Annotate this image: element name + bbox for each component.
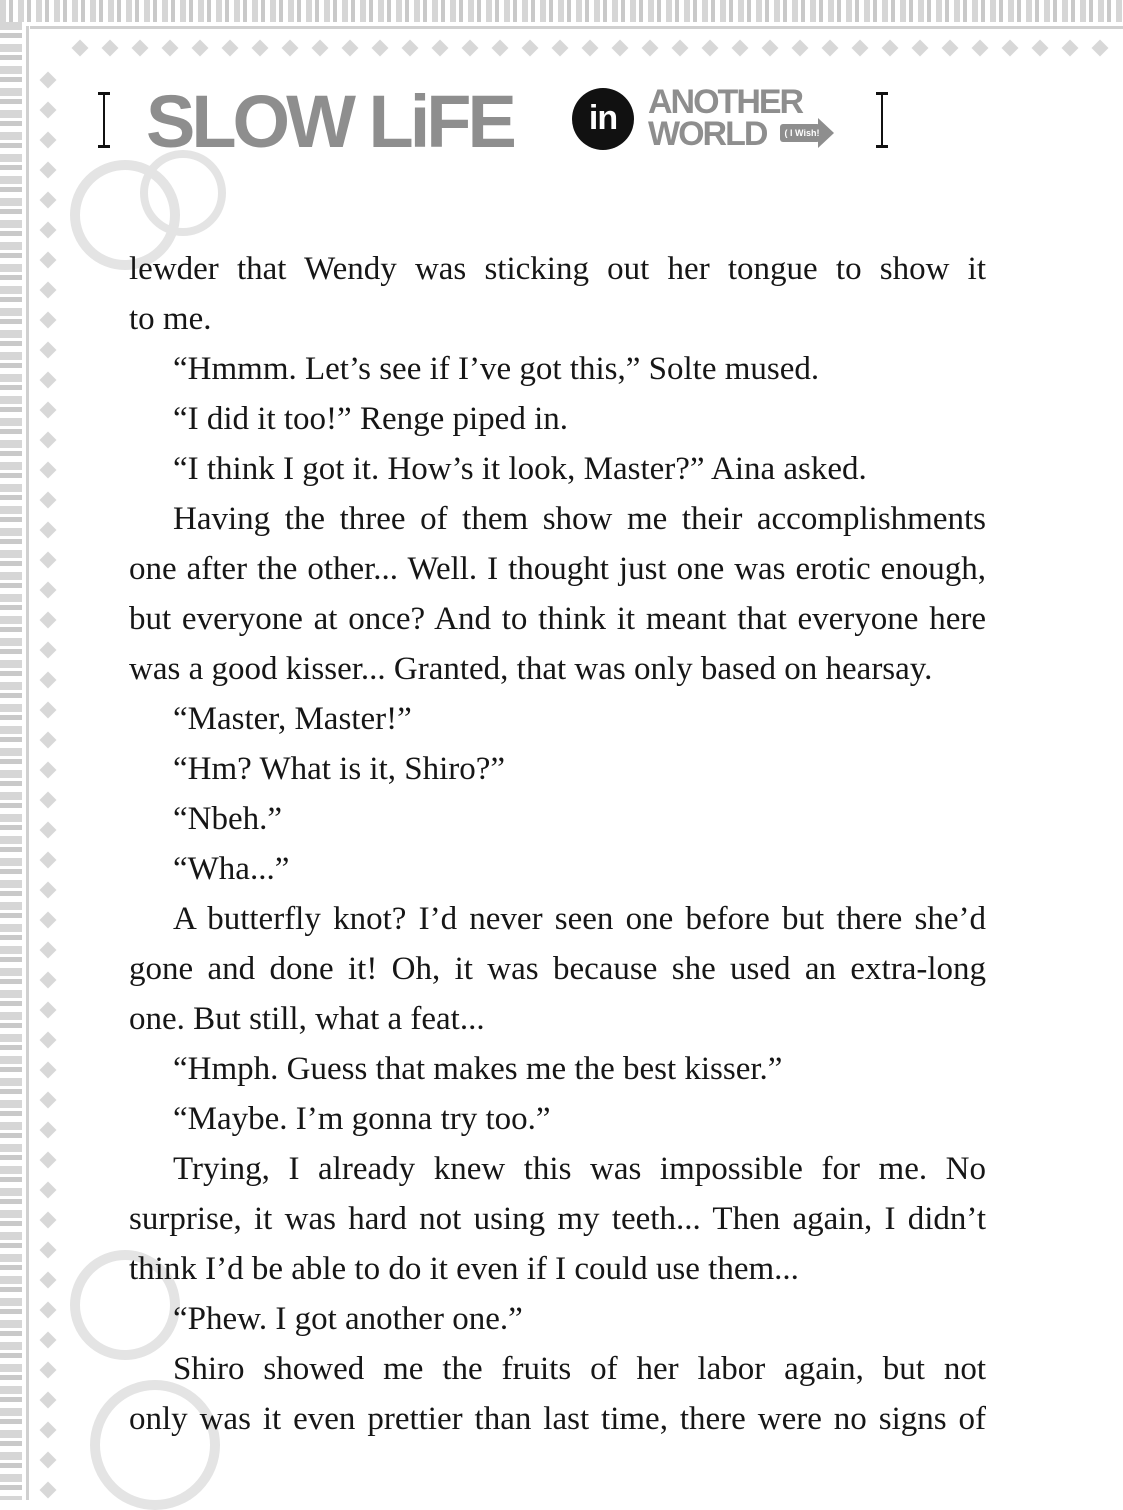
diamond-ornament-icon	[912, 40, 929, 57]
diamond-ornament-icon	[40, 1302, 57, 1319]
diamond-ornament-icon	[40, 492, 57, 509]
diamond-ornament-icon	[40, 132, 57, 149]
logo-slow-life: SLOW LiFE	[146, 80, 513, 163]
diamond-ornament-icon	[40, 102, 57, 119]
diamond-ornament-icon	[40, 912, 57, 929]
diamond-ornament-icon	[40, 402, 57, 419]
text-line: “Wha...”	[173, 851, 290, 887]
diamond-ornament-icon	[192, 40, 209, 57]
diamond-ornament-icon	[282, 40, 299, 57]
diamond-ornament-icon	[702, 40, 719, 57]
diamond-ornament-icon	[552, 40, 569, 57]
diamond-ornament-icon	[40, 822, 57, 839]
text-line: “Hmmm. Let’s see if I’ve got this,” Solte mused.	[173, 351, 820, 387]
diamond-ornament-icon	[762, 40, 779, 57]
text-line: Shiro showed me the fruits of her labor again, but not	[173, 1351, 986, 1387]
diamond-ornament-icon	[40, 702, 57, 719]
diamond-ornament-icon	[40, 1392, 57, 1409]
diamond-ornament-icon	[40, 1482, 57, 1499]
diamond-ornament-icon	[40, 582, 57, 599]
logo-in-circle: in	[572, 88, 634, 150]
diamond-ornament-icon	[40, 1092, 57, 1109]
diamond-ornament-icon	[40, 1122, 57, 1139]
diamond-ornament-icon	[40, 1242, 57, 1259]
diamond-ornament-icon	[102, 40, 119, 57]
text-line: one after the other... Well. I thought just one was erotic enough,	[129, 551, 986, 587]
diamond-ornament-icon	[642, 40, 659, 57]
diamond-ornament-icon	[40, 1152, 57, 1169]
diamond-ornament-icon	[40, 282, 57, 299]
diamond-ornament-icon	[432, 40, 449, 57]
diamond-ornament-icon	[672, 40, 689, 57]
text-line: Having the three of them show me their accomplishments	[173, 501, 986, 537]
diamond-ornament-icon	[40, 552, 57, 569]
text-line: think I’d be able to do it even if I could use them...	[129, 1251, 799, 1287]
diamond-ornament-icon	[1062, 40, 1079, 57]
diamond-ornament-icon	[882, 40, 899, 57]
diamond-ornament-icon	[1092, 40, 1109, 57]
diamond-ornament-icon	[40, 852, 57, 869]
diamond-ornament-icon	[40, 1212, 57, 1229]
diamond-ornament-icon	[40, 162, 57, 179]
diamond-ornament-icon	[72, 40, 89, 57]
diamond-ornament-icon	[40, 72, 57, 89]
diamond-ornament-icon	[822, 40, 839, 57]
diamond-ornament-icon	[372, 40, 389, 57]
diamond-ornament-icon	[132, 40, 149, 57]
diamond-ornament-icon	[462, 40, 479, 57]
diamond-ornament-icon	[222, 40, 239, 57]
text-line: “I did it too!” Renge piped in.	[173, 401, 568, 437]
text-line: “I think I got it. How’s it look, Master?” Aina asked.	[173, 451, 867, 487]
diamond-ornament-icon	[40, 1272, 57, 1289]
diamond-ornament-row	[34, 34, 1123, 62]
diamond-ornament-icon	[40, 882, 57, 899]
diamond-ornament-icon	[40, 732, 57, 749]
diamond-ornament-icon	[492, 40, 509, 57]
diamond-ornament-icon	[40, 642, 57, 659]
diamond-ornament-icon	[402, 40, 419, 57]
text-line: to me.	[129, 301, 212, 337]
diamond-ornament-icon	[942, 40, 959, 57]
diamond-ornament-icon	[252, 40, 269, 57]
diamond-ornament-icon	[582, 40, 599, 57]
text-line: “Maybe. I’m gonna try too.”	[173, 1101, 551, 1137]
arrow-head-icon	[818, 118, 834, 148]
text-line: Trying, I already knew this was impossible for me. No	[173, 1151, 986, 1187]
diamond-ornament-icon	[40, 372, 57, 389]
diamond-ornament-icon	[522, 40, 539, 57]
diamond-ornament-icon	[40, 762, 57, 779]
diamond-ornament-icon	[342, 40, 359, 57]
diamond-ornament-icon	[40, 192, 57, 209]
diamond-ornament-icon	[162, 40, 179, 57]
text-line: was a good kisser... Granted, that was only based on hearsay.	[129, 651, 933, 687]
text-line: “Nbeh.”	[173, 801, 283, 837]
diamond-ornament-icon	[40, 222, 57, 239]
diamond-ornament-icon	[40, 792, 57, 809]
diamond-ornament-icon	[972, 40, 989, 57]
diamond-ornament-column	[34, 34, 62, 1500]
diamond-ornament-icon	[40, 1362, 57, 1379]
diamond-ornament-icon	[40, 1062, 57, 1079]
text-line: “Hmph. Guess that makes me the best kisser.”	[173, 1051, 783, 1087]
diamond-ornament-icon	[40, 942, 57, 959]
logo-i-wish: ( I Wish! )	[784, 128, 820, 152]
text-line: gone and done it! Oh, it was because she used an extra-long	[129, 951, 986, 987]
diamond-ornament-icon	[792, 40, 809, 57]
logo-world: WORLD	[648, 115, 767, 153]
text-line: A butterfly knot? I’d never seen one before but there she’d	[173, 901, 986, 937]
text-line: lewder that Wendy was sticking out her tongue to show it	[129, 251, 986, 287]
diamond-ornament-icon	[40, 972, 57, 989]
text-line: “Phew. I got another one.”	[173, 1301, 523, 1337]
diamond-ornament-icon	[312, 40, 329, 57]
text-line: “Hm? What is it, Shiro?”	[173, 751, 506, 787]
series-logo-header	[98, 80, 898, 163]
diamond-ornament-icon	[40, 462, 57, 479]
diamond-ornament-icon	[40, 1422, 57, 1439]
diamond-ornament-icon	[40, 1452, 57, 1469]
diamond-ornament-icon	[40, 312, 57, 329]
diamond-ornament-icon	[852, 40, 869, 57]
top-rule	[30, 26, 1123, 29]
text-line: only was it even prettier than last time, there were no signs of	[129, 1401, 986, 1437]
diamond-ornament-icon	[40, 252, 57, 269]
diamond-ornament-icon	[40, 1182, 57, 1199]
decorative-left-border	[0, 22, 22, 1500]
diamond-ornament-icon	[40, 522, 57, 539]
right-bracket-icon	[876, 92, 888, 148]
diamond-ornament-icon	[40, 1332, 57, 1349]
diamond-ornament-icon	[1032, 40, 1049, 57]
diamond-ornament-icon	[40, 612, 57, 629]
body-text	[129, 244, 986, 1444]
left-rule	[26, 26, 29, 1500]
diamond-ornament-icon	[40, 1032, 57, 1049]
diamond-ornament-icon	[732, 40, 749, 57]
diamond-ornament-icon	[40, 1002, 57, 1019]
diamond-ornament-icon	[40, 432, 57, 449]
logo-another: ANOTHER	[648, 83, 803, 121]
diamond-ornament-icon	[40, 342, 57, 359]
text-line: but everyone at once? And to think it meant that everyone here	[129, 601, 986, 637]
diamond-ornament-icon	[40, 672, 57, 689]
decorative-top-border	[0, 0, 1123, 22]
diamond-ornament-icon	[1002, 40, 1019, 57]
text-line: one. But still, what a feat...	[129, 1001, 485, 1037]
left-bracket-icon	[98, 92, 110, 148]
text-line: surprise, it was hard not using my teeth... Then again, I didn’t	[129, 1201, 986, 1237]
text-line: “Master, Master!”	[173, 701, 412, 737]
diamond-ornament-icon	[612, 40, 629, 57]
